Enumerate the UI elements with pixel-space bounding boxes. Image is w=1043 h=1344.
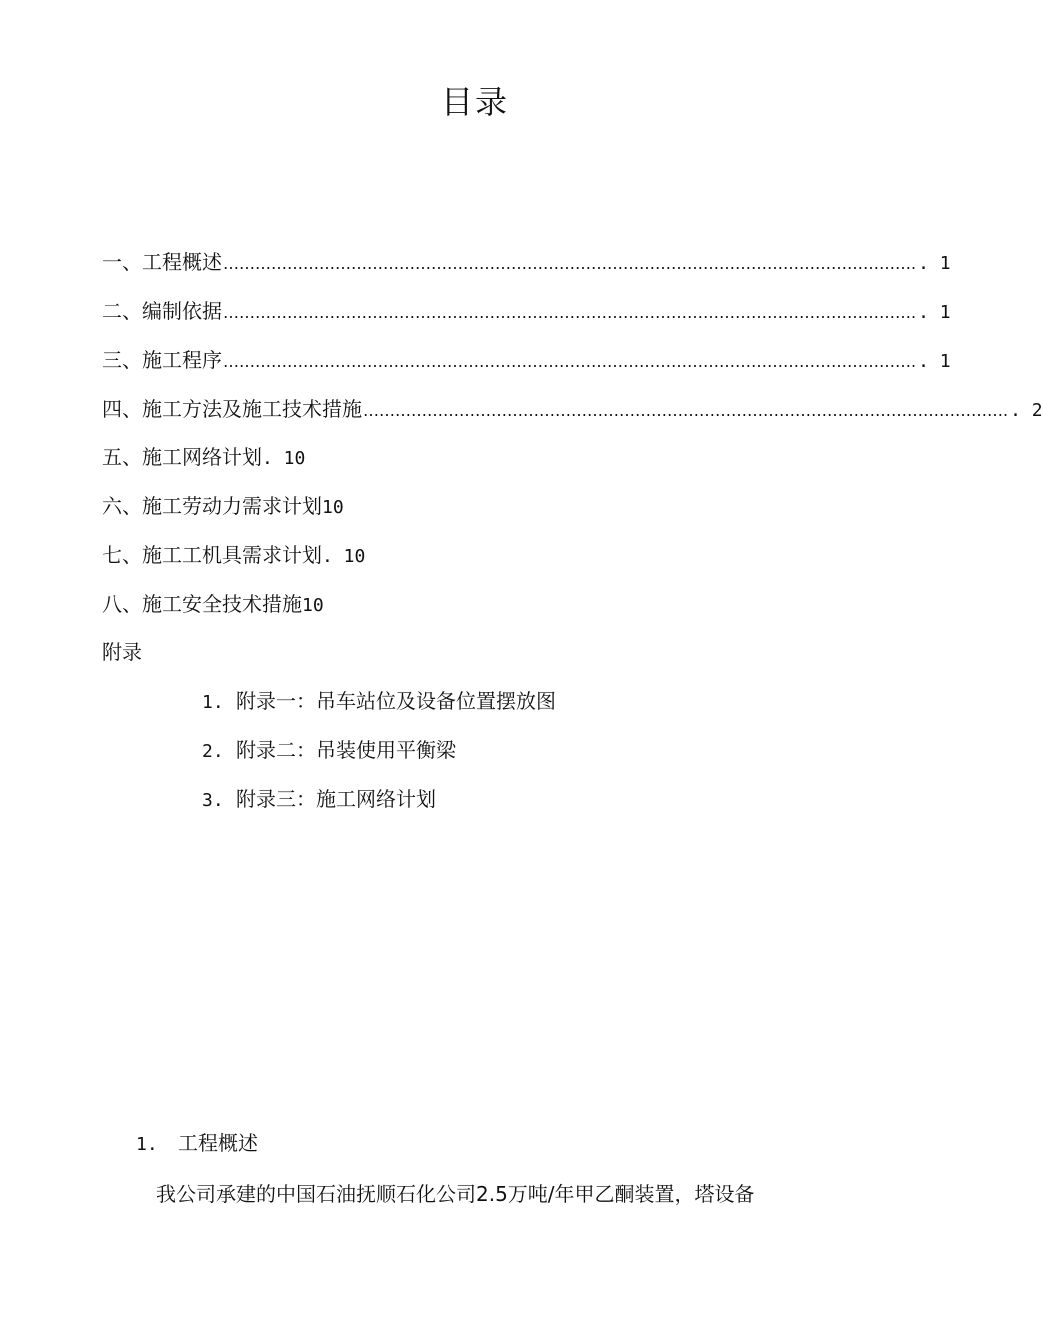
toc-page-number: 10: [322, 497, 344, 518]
toc-page-number: 10: [302, 595, 324, 616]
toc-page-number: . 1: [918, 302, 951, 323]
toc-entry-label: 二、编制依据: [102, 299, 222, 323]
toc-dot-leader: ………………………………………………………………………………………………………………….: [223, 352, 917, 371]
section-title: 工程概述: [178, 1131, 258, 1155]
toc-entry-6[interactable]: [102, 491, 344, 521]
section-heading: [136, 1128, 258, 1160]
toc-entry-1[interactable]: [102, 247, 951, 277]
toc-page-number: . 2: [1010, 400, 1043, 421]
appendix-item-2[interactable]: [202, 735, 456, 765]
toc-entry-label: 七、施工工机具需求计划: [102, 543, 322, 567]
appendix-item-number: 1.: [202, 692, 224, 713]
toc-entry-label: 四、施工方法及施工技术措施: [102, 397, 362, 421]
toc-page-number: . 10: [262, 448, 306, 469]
toc-page-number: . 1: [918, 253, 951, 274]
appendix-item-1[interactable]: [202, 686, 556, 716]
toc-entry-label: 三、施工程序: [102, 348, 222, 372]
toc-entry-4[interactable]: [102, 394, 1043, 424]
toc-entry-2[interactable]: [102, 296, 951, 326]
toc-page-number: . 10: [322, 546, 366, 567]
toc-entry-5[interactable]: [102, 442, 305, 472]
toc-entry-8[interactable]: [102, 589, 324, 619]
appendix-item-number: 2.: [202, 741, 224, 762]
toc-entry-label: 六、施工劳动力需求计划: [102, 494, 322, 518]
appendix-item-label: 附录二：吊装使用平衡梁: [236, 738, 456, 762]
toc-entry-3[interactable]: [102, 345, 951, 375]
toc-dot-leader: ………………………………………………………………………………………………………….: [363, 401, 1009, 420]
toc-entry-7[interactable]: [102, 540, 365, 570]
toc-entry-label: 一、工程概述: [102, 250, 222, 274]
toc-entry-label: 五、施工网络计划: [102, 445, 262, 469]
toc-dot-leader: ………………………………………………………………………………………………………………….: [223, 303, 917, 322]
appendix-item-label: 附录一：吊车站位及设备位置摆放图: [236, 689, 556, 713]
section-number: 1.: [136, 1134, 158, 1155]
toc-dot-leader: ………………………………………………………………………………………………………………….: [223, 254, 917, 273]
appendix-item-number: 3.: [202, 790, 224, 811]
appendix-item-label: 附录三：施工网络计划: [236, 787, 436, 811]
toc-entry-label: 八、施工安全技术措施: [102, 592, 302, 616]
toc-title: 目录: [440, 83, 509, 121]
appendix-heading[interactable]: 附录: [102, 640, 142, 664]
appendix-item-3[interactable]: [202, 784, 436, 814]
body-paragraph: 我公司承建的中国石油抚顺石化公司2.5万吨/年甲乙酮装置，塔设备: [156, 1182, 755, 1206]
toc-page-number: . 1: [918, 351, 951, 372]
